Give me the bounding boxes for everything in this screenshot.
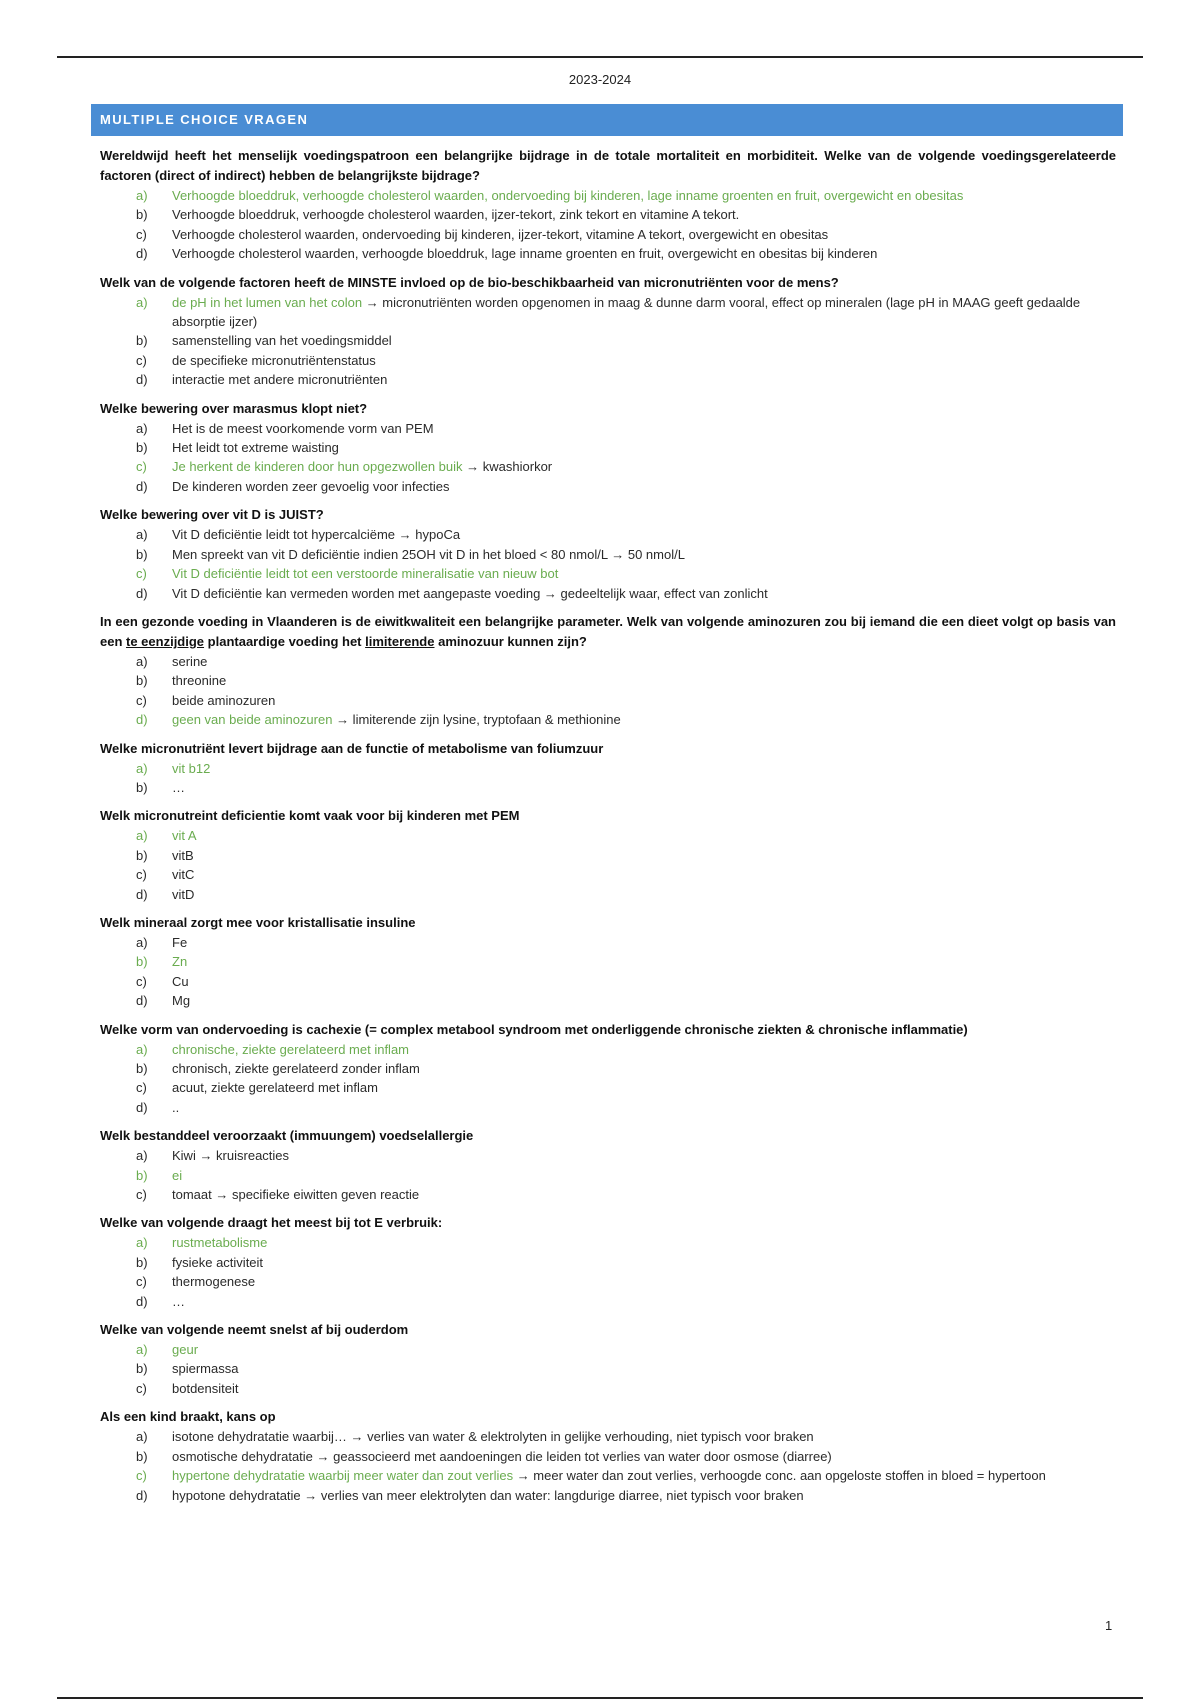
option-letter: a) xyxy=(136,760,148,776)
option-letter: b) xyxy=(136,1167,148,1183)
question xyxy=(100,505,1116,603)
option-letter: d) xyxy=(136,712,148,728)
option-letter: a) xyxy=(136,1429,148,1445)
answer-option-correct xyxy=(100,759,1116,778)
option-text xyxy=(172,1146,1116,1165)
answer-option xyxy=(100,545,1116,564)
option-letter: b) xyxy=(136,440,148,456)
answer-option xyxy=(100,991,1116,1010)
option-answer: rustmetabolisme xyxy=(172,1235,268,1251)
option-answer: Verhoogde cholesterol waarden, verhoogde bloeddruk, lage inname groenten en fruit, overgewicht en obesitas bij kinderen xyxy=(172,246,878,262)
option-answer: hypertone dehydratatie waarbij meer water dan zout verlies xyxy=(172,1468,514,1484)
option-text xyxy=(172,438,1116,457)
option-letter: c) xyxy=(136,692,147,708)
option-letter: a) xyxy=(136,188,148,203)
question xyxy=(100,399,1116,497)
option-letter: c) xyxy=(136,1080,147,1096)
option-letter: a) xyxy=(136,1235,148,1251)
option-note: → limiterende zijn lysine, tryptofaan & methionine xyxy=(332,712,621,728)
option-letter: c) xyxy=(136,1380,147,1396)
option-answer: Verhoogde cholesterol waarden, ondervoeding bij kinderen, ijzer-tekort, vitamine A tekort, overgewicht en obesitas xyxy=(172,226,829,242)
answer-options xyxy=(100,186,1116,264)
answer-options xyxy=(100,293,1116,390)
option-answer: Verhoogde bloeddruk, verhoogde cholesterol waarden, ijzer-tekort, zink tekort en vitamine A tekort. xyxy=(172,207,740,223)
option-answer: Vit D deficiëntie leidt tot een verstoorde mineralisatie van nieuw bot xyxy=(172,566,559,582)
option-letter: b) xyxy=(136,333,148,349)
option-letter: d) xyxy=(136,372,148,388)
option-answer: Vit D deficiëntie leidt tot hypercalciëme → hypoCa xyxy=(172,527,461,543)
option-answer: vit A xyxy=(172,828,197,844)
question xyxy=(100,739,1116,798)
top-rule xyxy=(57,56,1143,58)
option-text xyxy=(172,846,1116,865)
option-answer: .. xyxy=(172,1099,180,1115)
option-answer: beide aminozuren xyxy=(172,692,276,708)
option-answer: Fe xyxy=(172,934,188,950)
answer-option xyxy=(100,972,1116,991)
page-number: 1 xyxy=(1105,1618,1113,1633)
option-letter: a) xyxy=(136,828,148,844)
option-text xyxy=(172,1359,1116,1378)
option-text xyxy=(172,691,1116,710)
option-letter: b) xyxy=(136,1254,148,1270)
option-letter: c) xyxy=(136,459,147,475)
option-text xyxy=(172,1185,1116,1204)
question-stem: Welke bewering over vit D is JUIST? xyxy=(100,507,324,523)
answer-option xyxy=(100,244,1116,263)
answer-option xyxy=(100,1427,1116,1446)
answer-option xyxy=(100,1447,1116,1466)
option-text xyxy=(172,351,1116,370)
option-letter: d) xyxy=(136,1293,148,1309)
answer-option xyxy=(100,691,1116,710)
bottom-rule xyxy=(57,1697,1143,1699)
option-answer: thermogenese xyxy=(172,1274,256,1290)
option-answer: vit b12 xyxy=(172,760,211,776)
option-letter: a) xyxy=(136,1148,148,1164)
option-letter: b) xyxy=(136,779,148,795)
answer-option xyxy=(100,205,1116,224)
option-text xyxy=(172,1486,1116,1505)
answer-option-correct xyxy=(100,1466,1116,1485)
question-stem: Wereldwijd heeft het menselijk voedingspatroon een belangrijke bijdrage in de totale mortaliteit en morbiditeit. Welke van de volgende voedingsgerelateerde factoren (direct of indirect) hebben de belangrijkste bijdrage? xyxy=(100,148,1116,183)
option-answer: … xyxy=(172,779,185,795)
option-answer: Het is de meest voorkomende vorm van PEM xyxy=(172,420,434,436)
question xyxy=(100,1320,1116,1398)
option-letter: c) xyxy=(136,226,147,242)
option-letter: c) xyxy=(136,1274,147,1290)
option-text xyxy=(172,1466,1116,1485)
option-text xyxy=(172,244,1116,263)
answer-options xyxy=(100,652,1116,730)
answer-options xyxy=(100,933,1116,1011)
option-letter: d) xyxy=(136,1487,148,1503)
option-answer: geur xyxy=(172,1342,199,1358)
answer-options xyxy=(100,1233,1116,1311)
option-letter: d) xyxy=(136,886,148,902)
option-answer: Mg xyxy=(172,993,191,1009)
question-stem: Welke micronutriënt levert bijdrage aan de functie of metabolisme van foliumzuur xyxy=(100,740,604,756)
option-answer: spiermassa xyxy=(172,1361,239,1377)
answer-option xyxy=(100,1253,1116,1272)
answer-option xyxy=(100,584,1116,603)
option-text xyxy=(172,652,1116,671)
answer-option xyxy=(100,419,1116,438)
option-text xyxy=(172,1166,1116,1185)
option-text xyxy=(172,1272,1116,1291)
option-text xyxy=(172,933,1116,952)
answer-options xyxy=(100,759,1116,798)
option-letter: a) xyxy=(136,934,148,950)
answer-option-correct xyxy=(100,710,1116,729)
option-answer: tomaat → specifieke eiwitten geven reactie xyxy=(172,1187,420,1203)
answer-option-correct xyxy=(100,564,1116,583)
answer-option xyxy=(100,370,1116,389)
answer-options xyxy=(100,826,1116,904)
option-letter: a) xyxy=(136,294,148,310)
question xyxy=(100,1126,1116,1204)
question xyxy=(100,1407,1116,1505)
option-letter: d) xyxy=(136,478,148,494)
option-answer: threonine xyxy=(172,673,227,689)
option-letter: d) xyxy=(136,585,148,601)
option-letter: d) xyxy=(136,1099,148,1115)
option-text xyxy=(172,865,1116,884)
option-text xyxy=(172,457,1116,476)
option-answer: Vit D deficiëntie kan vermeden worden met aangepaste voeding → gedeeltelijk waar, effect van zonlicht xyxy=(172,585,768,601)
option-text xyxy=(172,225,1116,244)
answer-option xyxy=(100,351,1116,370)
answer-option xyxy=(100,1146,1116,1165)
option-text xyxy=(172,331,1116,350)
option-answer: Zn xyxy=(172,954,188,970)
answer-option xyxy=(100,225,1116,244)
question-stem: Welk van de volgende factoren heeft de MINSTE invloed op de bio-beschikbaarheid van micronutriënten voor de mens? xyxy=(100,274,839,290)
option-letter: b) xyxy=(136,1361,148,1377)
option-text xyxy=(172,671,1116,690)
answer-option-correct xyxy=(100,186,1116,205)
option-answer: isotone dehydratatie waarbij… → verlies van water & elektrolyten in gelijke verhouding, niet typisch voor braken xyxy=(172,1429,814,1445)
option-text xyxy=(172,885,1116,904)
option-letter: c) xyxy=(136,566,147,582)
answer-option-correct xyxy=(100,1233,1116,1252)
option-letter: a) xyxy=(136,1041,148,1057)
option-text xyxy=(172,419,1116,438)
option-text xyxy=(172,186,1116,205)
option-text xyxy=(172,991,1116,1010)
answer-option xyxy=(100,1379,1116,1398)
option-text xyxy=(172,1078,1116,1097)
answer-options xyxy=(100,1040,1116,1118)
option-letter: b) xyxy=(136,954,148,970)
answer-option xyxy=(100,885,1116,904)
question-stem: Welk bestanddeel veroorzaakt (immuungem) voedselallergie xyxy=(100,1128,474,1144)
question-stem: Welk micronutreint deficientie komt vaak voor bij kinderen met PEM xyxy=(100,808,520,824)
option-text xyxy=(172,564,1116,583)
option-answer: geen van beide aminozuren xyxy=(172,712,333,728)
option-answer: Cu xyxy=(172,973,189,989)
answer-option xyxy=(100,477,1116,496)
option-text xyxy=(172,778,1116,797)
option-letter: a) xyxy=(136,1342,148,1358)
option-text xyxy=(172,1427,1116,1446)
option-answer: vitB xyxy=(172,847,194,863)
option-letter: b) xyxy=(136,546,148,562)
option-letter: c) xyxy=(136,973,147,989)
answer-option xyxy=(100,1292,1116,1311)
stem-part: aminozuur kunnen zijn? xyxy=(434,633,587,649)
answer-option-correct xyxy=(100,457,1116,476)
question xyxy=(100,1213,1116,1311)
question-stem: Welke van volgende draagt het meest bij tot E verbruik: xyxy=(100,1215,443,1231)
option-text xyxy=(172,972,1116,991)
section-title: MULTIPLE CHOICE VRAGEN xyxy=(91,104,1123,136)
question-list xyxy=(100,146,1116,1514)
answer-option-correct xyxy=(100,952,1116,971)
answer-options xyxy=(100,525,1116,603)
question xyxy=(100,1020,1116,1118)
option-letter: a) xyxy=(136,420,148,436)
answer-option xyxy=(100,652,1116,671)
question-stem: Welk mineraal zorgt mee voor kristallisatie insuline xyxy=(100,914,416,930)
answer-option xyxy=(100,865,1116,884)
option-text xyxy=(172,584,1116,603)
answer-option xyxy=(100,671,1116,690)
answer-option xyxy=(100,1059,1116,1078)
option-answer: Men spreekt van vit D deficiëntie indien 25OH vit D in het bloed < 80 nmol/L → 50 nmol/L xyxy=(172,546,685,562)
option-answer: fysieke activiteit xyxy=(172,1254,264,1270)
option-answer: botdensiteit xyxy=(172,1380,239,1396)
stem-part: In een gezonde voeding in Vlaanderen is de eiwitkwaliteit een belangrijke parameter. Welk van volgende aminozuren zou bij iemand die een dieet volgt op basis van een xyxy=(100,613,1116,649)
question-stem: Welke van volgende neemt snelst af bij ouderdom xyxy=(100,1322,409,1338)
question xyxy=(100,612,1116,730)
option-text xyxy=(172,1292,1116,1311)
answer-option xyxy=(100,1486,1116,1505)
option-letter: b) xyxy=(136,847,148,863)
option-letter: a) xyxy=(136,527,148,543)
option-text xyxy=(172,1447,1116,1466)
stem-underlined-term: te eenzijdige xyxy=(126,633,205,649)
option-letter: b) xyxy=(136,207,148,223)
option-text xyxy=(172,205,1116,224)
option-text xyxy=(172,525,1116,544)
option-note: → kwashiorkor xyxy=(462,459,553,475)
option-letter: b) xyxy=(136,673,148,689)
option-note: → micronutriënten worden opgenomen in maag & dunne darm vooral, effect op mineralen (lage pH in MAAG geeft gedaalde absorptie ijzer) xyxy=(172,294,1081,330)
option-answer: Verhoogde bloeddruk, verhoogde cholesterol waarden, ondervoeding bij kinderen, lage inname groenten en fruit, overgewicht en obesitas xyxy=(172,188,964,203)
option-text xyxy=(172,370,1116,389)
question xyxy=(100,273,1116,390)
option-text xyxy=(172,545,1116,564)
option-letter: b) xyxy=(136,1448,148,1464)
question-stem xyxy=(100,612,1116,652)
answer-option xyxy=(100,331,1116,350)
option-note: → meer water dan zout verlies, verhoogde conc. aan opgeloste stoffen in bloed = hypertoon xyxy=(513,1468,1046,1484)
answer-options xyxy=(100,1340,1116,1398)
option-letter: c) xyxy=(136,1187,147,1203)
option-text xyxy=(172,1253,1116,1272)
answer-option xyxy=(100,1359,1116,1378)
stem-underlined-term: limiterende xyxy=(365,633,435,649)
answer-option xyxy=(100,438,1116,457)
answer-options xyxy=(100,1427,1116,1505)
question xyxy=(100,806,1116,904)
option-text xyxy=(172,1379,1116,1398)
option-letter: b) xyxy=(136,1061,148,1076)
answer-option xyxy=(100,1272,1116,1291)
option-answer: Je herkent de kinderen door hun opgezwollen buik xyxy=(172,459,463,475)
header-year: 2023-2024 xyxy=(568,72,632,87)
answer-option xyxy=(100,1078,1116,1097)
option-answer: serine xyxy=(172,653,208,669)
option-text xyxy=(172,826,1116,845)
option-answer: hypotone dehydratatie → verlies van meer elektrolyten dan water: langdurige diarree, niet typisch voor braken xyxy=(172,1487,804,1503)
option-answer: ei xyxy=(172,1167,183,1183)
option-text xyxy=(172,1040,1116,1059)
option-text xyxy=(172,759,1116,778)
answer-option-correct xyxy=(100,1166,1116,1185)
option-letter: c) xyxy=(136,867,147,883)
answer-option-correct xyxy=(100,826,1116,845)
answer-option-correct xyxy=(100,293,1116,332)
option-answer: chronisch, ziekte gerelateerd zonder inflam xyxy=(172,1061,420,1076)
option-answer: de pH in het lumen van het colon xyxy=(172,294,363,310)
option-text xyxy=(172,1059,1116,1078)
answer-option-correct xyxy=(100,1340,1116,1359)
option-text xyxy=(172,1233,1116,1252)
answer-option xyxy=(100,1098,1116,1117)
answer-option xyxy=(100,1185,1116,1204)
option-answer: acuut, ziekte gerelateerd met inflam xyxy=(172,1080,378,1096)
option-answer: samenstelling van het voedingsmiddel xyxy=(172,333,392,349)
stem-part: plantaardige voeding het xyxy=(204,633,366,649)
answer-option xyxy=(100,525,1116,544)
question xyxy=(100,146,1116,264)
option-letter: d) xyxy=(136,993,148,1009)
option-answer: vitC xyxy=(172,867,195,883)
option-letter: a) xyxy=(136,653,148,669)
option-answer: Kiwi → kruisreacties xyxy=(172,1148,290,1164)
option-letter: c) xyxy=(136,352,147,368)
option-text xyxy=(172,710,1116,729)
option-text xyxy=(172,1098,1116,1117)
question xyxy=(100,913,1116,1011)
option-text xyxy=(172,477,1116,496)
answer-option-correct xyxy=(100,1040,1116,1059)
answer-options xyxy=(100,419,1116,497)
option-answer: chronische, ziekte gerelateerd met inflam xyxy=(172,1041,410,1057)
option-text xyxy=(172,293,1116,332)
option-answer: osmotische dehydratatie → geassocieerd met aandoeningen die leiden tot verlies van water door osmose (diarree) xyxy=(172,1448,832,1464)
answer-options xyxy=(100,1146,1116,1204)
question-stem: Welke vorm van ondervoeding is cachexie (= complex metabool syndroom met onderliggende chronische ziekten & chronische inflammatie) xyxy=(100,1021,968,1037)
option-answer: Het leidt tot extreme waisting xyxy=(172,440,339,456)
option-letter: c) xyxy=(136,1468,147,1484)
option-text xyxy=(172,952,1116,971)
answer-option xyxy=(100,778,1116,797)
answer-option xyxy=(100,846,1116,865)
answer-option xyxy=(100,933,1116,952)
option-text xyxy=(172,1340,1116,1359)
option-answer: vitD xyxy=(172,886,195,902)
option-answer: de specifieke micronutriëntenstatus xyxy=(172,352,376,368)
question-stem: Welke bewering over marasmus klopt niet? xyxy=(100,400,368,416)
question-stem: Als een kind braakt, kans op xyxy=(100,1409,276,1425)
option-answer: … xyxy=(172,1293,185,1309)
option-letter: d) xyxy=(136,246,148,262)
option-answer: interactie met andere micronutriënten xyxy=(172,372,388,388)
option-answer: De kinderen worden zeer gevoelig voor infecties xyxy=(172,478,450,494)
